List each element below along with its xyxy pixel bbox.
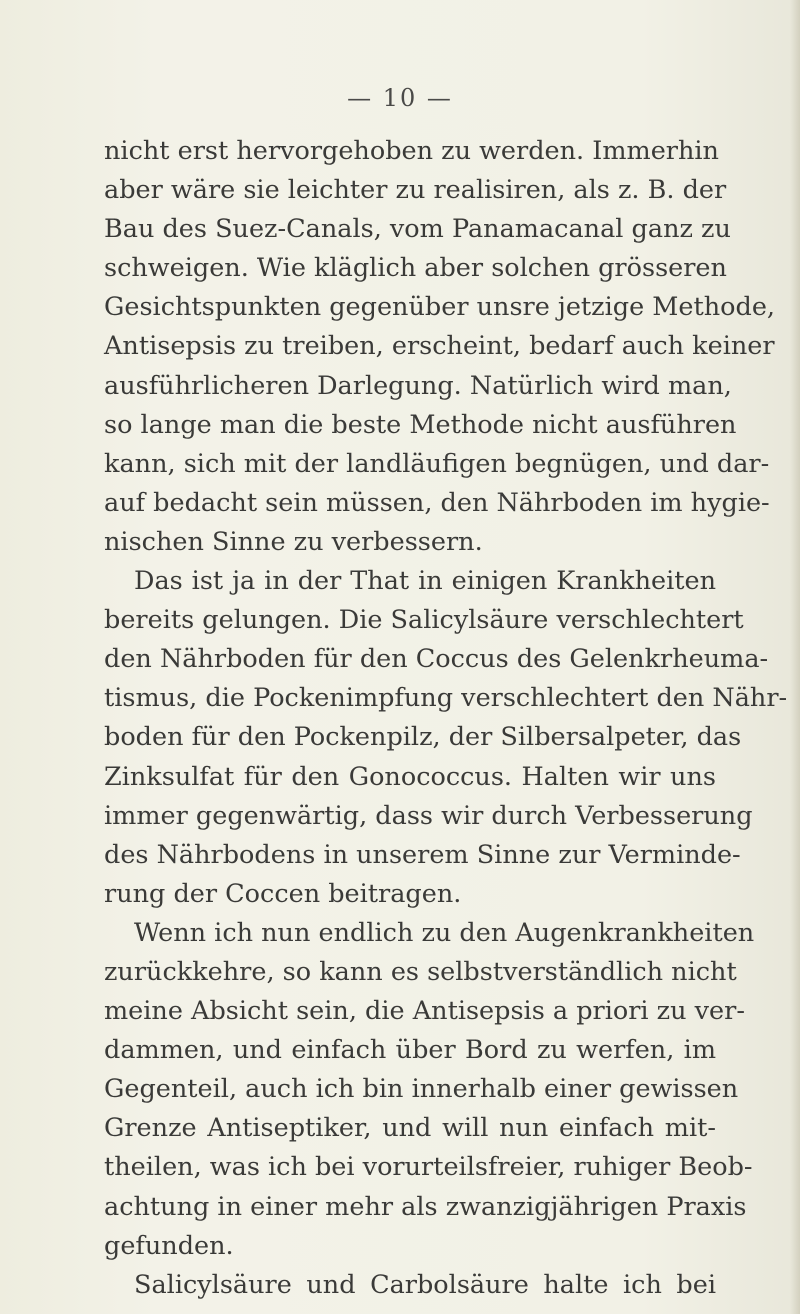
text-line: Das ist ja in der That in einigen Krankheiten (134, 566, 716, 597)
text-line: nicht erst hervorgehoben zu werden. Immerhin (104, 136, 719, 166)
text-line: achtung in einer mehr als zwanzigjährigen Praxis (104, 1191, 747, 1222)
page-edge-shadow (790, 0, 800, 1314)
text-line: Gesichtspunkten gegenüber unsre jetzige Methode, (104, 292, 776, 323)
text-line: des Nährbodens in unserem Sinne zur Verminde- (104, 839, 741, 870)
text-line: immer gegenwärtig, dass wir durch Verbesserung (104, 800, 753, 831)
text-line: Antisepsis zu treiben, erscheint, bedarf auch keiner (104, 331, 775, 362)
text-line: aber wäre sie leichter zu realisiren, als z. B. der (104, 175, 727, 206)
text-line: rung der Coccen beitragen. (104, 878, 462, 909)
text-line: Bau des Suez-Canals, vom Panamacanal ganz zu (104, 214, 731, 245)
text-line: Zinksulfat für den Gonococcus. Halten wir uns (104, 761, 716, 792)
text-line: Grenze Antiseptiker, und will nun einfach mit- (104, 1113, 716, 1144)
text-line: Wenn ich nun endlich zu den Augenkrankheiten (134, 917, 755, 948)
text-line: Gegenteil, auch ich bin innerhalb einer gewissen (104, 1074, 739, 1105)
text-line: tismus, die Pockenimpfung verschlechtert den Nähr- (104, 683, 788, 714)
text-line: Salicylsäure und Carbolsäure halte ich bei (134, 1269, 716, 1300)
text-line: ausführlicheren Darlegung. Natürlich wird man, (104, 370, 732, 401)
text-line: so lange man die beste Methode nicht ausführen (104, 409, 737, 440)
text-line: theilen, was ich bei vorurteilsfreier, ruhiger Beob- (104, 1152, 753, 1183)
text-line: den Nährboden für den Coccus des Gelenkrheuma- (104, 644, 769, 675)
text-line: kann, sich mit der landläufigen begnügen, und dar- (104, 448, 770, 479)
text-line: nischen Sinne zu verbessern. (104, 526, 483, 557)
body-text (104, 132, 788, 1305)
text-line: gefunden. (104, 1230, 234, 1261)
text-line: auf bedacht sein müssen, den Nährboden im hygie- (104, 487, 770, 518)
text-line: schweigen. Wie kläglich aber solchen grösseren (104, 253, 727, 284)
page-number: — 10 — (347, 84, 453, 112)
text-line: meine Absicht sein, die Antisepsis a priori zu ver- (104, 996, 745, 1027)
text-line: dammen, und einfach über Bord zu werfen, im (104, 1035, 716, 1066)
text-line: bereits gelungen. Die Salicylsäure verschlechtert (104, 605, 744, 636)
text-line: zurückkehre, so kann es selbstverständlich nicht (104, 956, 737, 987)
text-line: boden für den Pockenpilz, der Silbersalpeter, das (104, 722, 742, 753)
